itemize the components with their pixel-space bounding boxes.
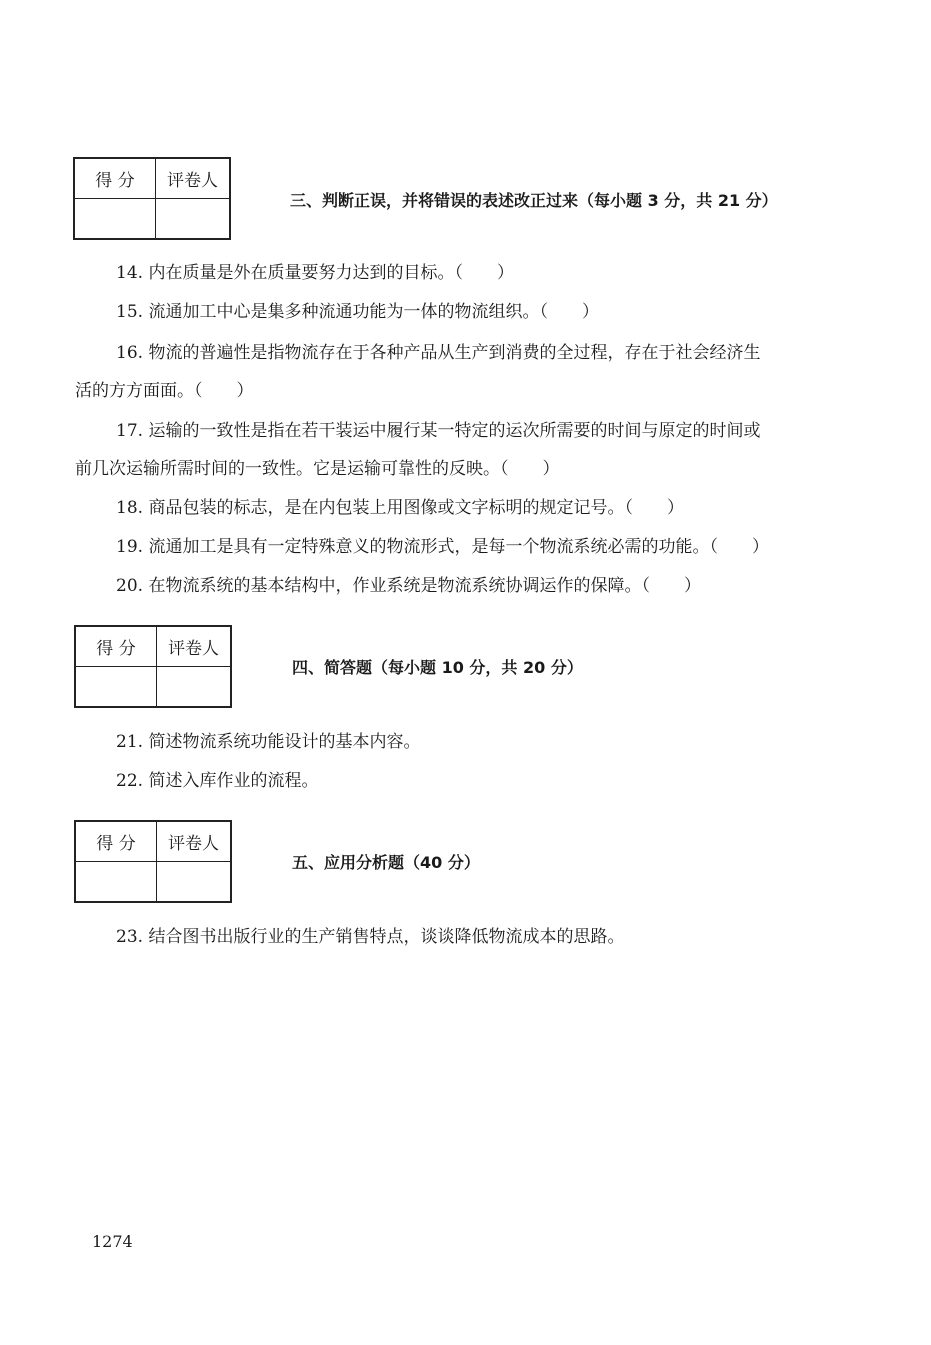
grader-label: 评卷人 [157,626,232,667]
question-15: 15. 流通加工中心是集多种流通功能为一体的物流组织。（ ） [116,302,599,322]
question-23: 23. 结合图书出版行业的生产销售特点，谈谈降低物流成本的思路。 [116,927,625,947]
score-label: 得 分 [74,158,156,199]
question-16-line-1: 16. 物流的普遍性是指物流存在于各种产品从生产到消费的全过程，存在于社会经济生 [116,343,761,363]
score-box-section-3 [73,157,231,240]
question-18: 18. 商品包装的标志，是在内包装上用图像或文字标明的规定记号。（ ） [116,498,684,518]
question-20: 20. 在物流系统的基本结构中，作业系统是物流系统协调运作的保障。（ ） [116,576,701,596]
question-22: 22. 简述入库作业的流程。 [116,771,319,791]
question-16-line-2: 活的方方面面。（ ） [75,381,254,401]
question-21: 21. 简述物流系统功能设计的基本内容。 [116,732,421,752]
score-cell[interactable] [75,667,157,708]
section-title-5: 五、应用分析题（40 分） [292,853,480,872]
grader-cell[interactable] [157,667,232,708]
grader-cell[interactable] [157,862,232,903]
score-cell[interactable] [75,862,157,903]
question-14: 14. 内在质量是外在质量要努力达到的目标。（ ） [116,263,514,283]
score-label: 得 分 [75,821,157,862]
score-box-section-4 [74,625,232,708]
question-17-line-2: 前几次运输所需时间的一致性。它是运输可靠性的反映。（ ） [75,459,560,479]
score-box-section-5 [74,820,232,903]
grader-label: 评卷人 [156,158,231,199]
page-number: 1274 [92,1232,133,1251]
score-label: 得 分 [75,626,157,667]
grader-label: 评卷人 [157,821,232,862]
section-title-4: 四、简答题（每小题 10 分，共 20 分） [292,658,583,677]
question-19: 19. 流通加工是具有一定特殊意义的物流形式，是每一个物流系统必需的功能。（ ） [116,537,769,557]
section-title-3: 三、判断正误，并将错误的表述改正过来（每小题 3 分，共 21 分） [290,191,778,210]
question-17-line-1: 17. 运输的一致性是指在若干装运中履行某一特定的运次所需要的时间与原定的时间或 [116,421,761,441]
grader-cell[interactable] [156,199,231,240]
score-cell[interactable] [74,199,156,240]
